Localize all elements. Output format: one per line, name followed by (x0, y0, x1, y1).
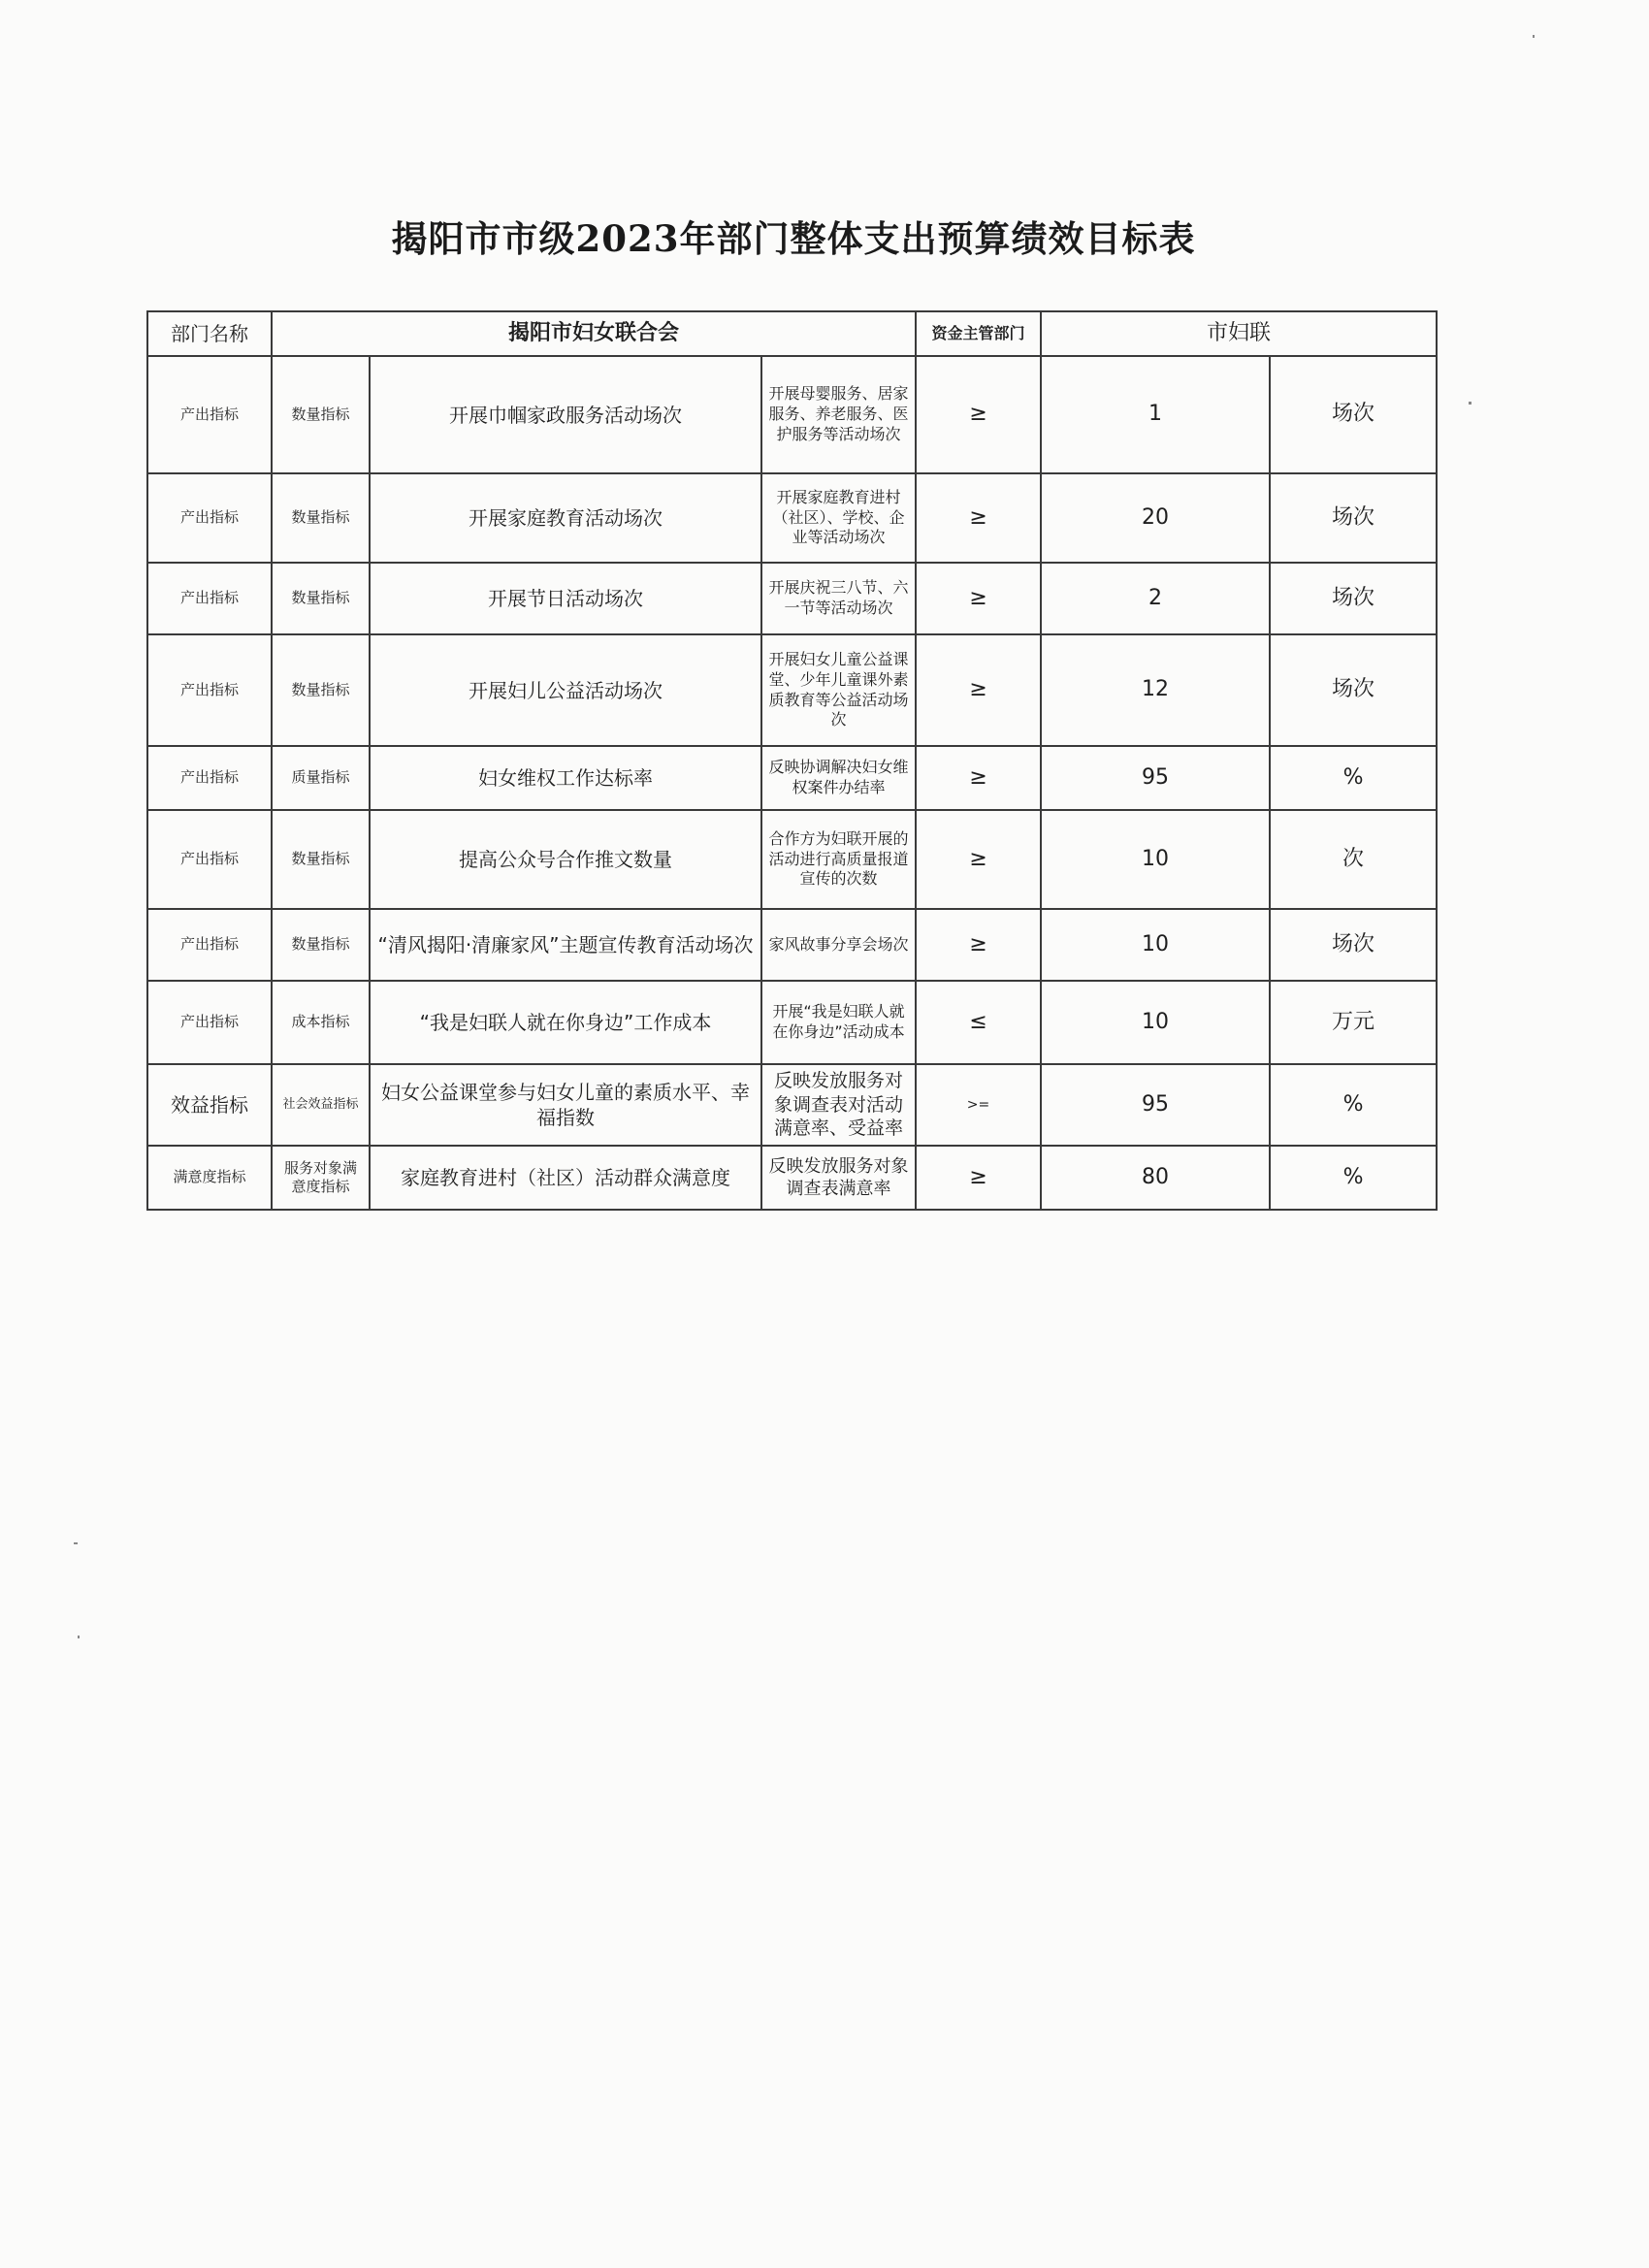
indicator-name: 提高公众号合作推文数量 (370, 810, 761, 909)
operator: >= (916, 1064, 1041, 1146)
indicator-name: 家庭教育进村（社区）活动群众满意度 (370, 1146, 761, 1210)
table-row (147, 634, 1437, 746)
level2-indicator: 服务对象满意度指标 (272, 1146, 370, 1210)
level1-indicator: 产出指标 (147, 981, 272, 1064)
scan-speck (1469, 402, 1471, 405)
operator: ≥ (916, 909, 1041, 981)
table-row (147, 746, 1437, 810)
target-value: 12 (1041, 634, 1270, 746)
indicator-name: “我是妇联人就在你身边”工作成本 (370, 981, 761, 1064)
operator: ≥ (916, 356, 1041, 473)
unit: 万元 (1270, 981, 1437, 1064)
unit: % (1270, 1064, 1437, 1146)
indicator-name: 开展妇儿公益活动场次 (370, 634, 761, 746)
level1-indicator: 效益指标 (147, 1064, 272, 1146)
level1-indicator: 产出指标 (147, 810, 272, 909)
unit: 场次 (1270, 356, 1437, 473)
level1-indicator: 满意度指标 (147, 1146, 272, 1210)
indicator-name: 开展巾帼家政服务活动场次 (370, 356, 761, 473)
target-value: 95 (1041, 1064, 1270, 1146)
page-title: 揭阳市市级2023年部门整体支出预算绩效目标表 (391, 217, 1196, 260)
header-row (147, 311, 1437, 356)
level2-indicator: 数量指标 (272, 473, 370, 563)
level2-indicator: 质量指标 (272, 746, 370, 810)
table-row (147, 1146, 1437, 1210)
indicator-description: 开展妇女儿童公益课堂、少年儿童课外素质教育等公益活动场次 (761, 634, 916, 746)
unit: 场次 (1270, 634, 1437, 746)
dept-label: 部门名称 (147, 311, 272, 356)
level2-indicator: 数量指标 (272, 356, 370, 473)
operator: ≥ (916, 634, 1041, 746)
level2-indicator: 数量指标 (272, 634, 370, 746)
level2-indicator: 数量指标 (272, 909, 370, 981)
unit: 场次 (1270, 473, 1437, 563)
scan-speck (1533, 35, 1535, 38)
indicator-description: 家风故事分享会场次 (761, 909, 916, 981)
table-row (147, 1064, 1437, 1146)
indicator-description: 合作方为妇联开展的活动进行高质量报道宣传的次数 (761, 810, 916, 909)
operator: ≤ (916, 981, 1041, 1064)
unit: % (1270, 746, 1437, 810)
indicator-name: 妇女公益课堂参与妇女儿童的素质水平、幸福指数 (370, 1064, 761, 1146)
target-value: 1 (1041, 356, 1270, 473)
level2-indicator: 社会效益指标 (272, 1064, 370, 1146)
level1-indicator: 产出指标 (147, 909, 272, 981)
target-value: 10 (1041, 909, 1270, 981)
indicator-name: “清风揭阳·清廉家风”主题宣传教育活动场次 (370, 909, 761, 981)
target-value: 2 (1041, 563, 1270, 634)
operator: ≥ (916, 810, 1041, 909)
level2-indicator: 数量指标 (272, 810, 370, 909)
indicator-description: 反映发放服务对象调查表满意率 (761, 1146, 916, 1210)
table-row (147, 810, 1437, 909)
level1-indicator: 产出指标 (147, 746, 272, 810)
level2-indicator: 成本指标 (272, 981, 370, 1064)
target-value: 80 (1041, 1146, 1270, 1210)
level1-indicator: 产出指标 (147, 473, 272, 563)
indicator-description: 开展家庭教育进村（社区）、学校、企业等活动场次 (761, 473, 916, 563)
level1-indicator: 产出指标 (147, 634, 272, 746)
dept-name: 揭阳市妇女联合会 (272, 311, 916, 356)
target-value: 10 (1041, 981, 1270, 1064)
indicator-description: 开展庆祝三八节、六一节等活动场次 (761, 563, 916, 634)
level2-indicator: 数量指标 (272, 563, 370, 634)
unit: 场次 (1270, 563, 1437, 634)
level1-indicator: 产出指标 (147, 563, 272, 634)
operator: ≥ (916, 563, 1041, 634)
target-value: 95 (1041, 746, 1270, 810)
indicator-description: 开展“我是妇联人就在你身边”活动成本 (761, 981, 916, 1064)
indicator-name: 开展家庭教育活动场次 (370, 473, 761, 563)
target-value: 20 (1041, 473, 1270, 563)
operator: ≥ (916, 473, 1041, 563)
indicator-description: 反映协调解决妇女维权案件办结率 (761, 746, 916, 810)
scan-speck (74, 1542, 78, 1544)
operator: ≥ (916, 746, 1041, 810)
table-row (147, 909, 1437, 981)
indicator-description: 开展母婴服务、居家服务、养老服务、医护服务等活动场次 (761, 356, 916, 473)
indicator-name: 开展节日活动场次 (370, 563, 761, 634)
target-value: 10 (1041, 810, 1270, 909)
unit: 次 (1270, 810, 1437, 909)
indicator-name: 妇女维权工作达标率 (370, 746, 761, 810)
table-row (147, 981, 1437, 1064)
table-row (147, 563, 1437, 634)
scan-speck (78, 1636, 80, 1638)
unit: 场次 (1270, 909, 1437, 981)
indicator-description: 反映发放服务对象调查表对活动满意率、受益率 (761, 1064, 916, 1146)
table-row (147, 356, 1437, 473)
supervisor-label: 资金主管部门 (916, 311, 1041, 356)
table-row (147, 473, 1437, 563)
level1-indicator: 产出指标 (147, 356, 272, 473)
supervisor-name: 市妇联 (1041, 311, 1437, 356)
budget-performance-table (146, 310, 1438, 1211)
operator: ≥ (916, 1146, 1041, 1210)
unit: % (1270, 1146, 1437, 1210)
